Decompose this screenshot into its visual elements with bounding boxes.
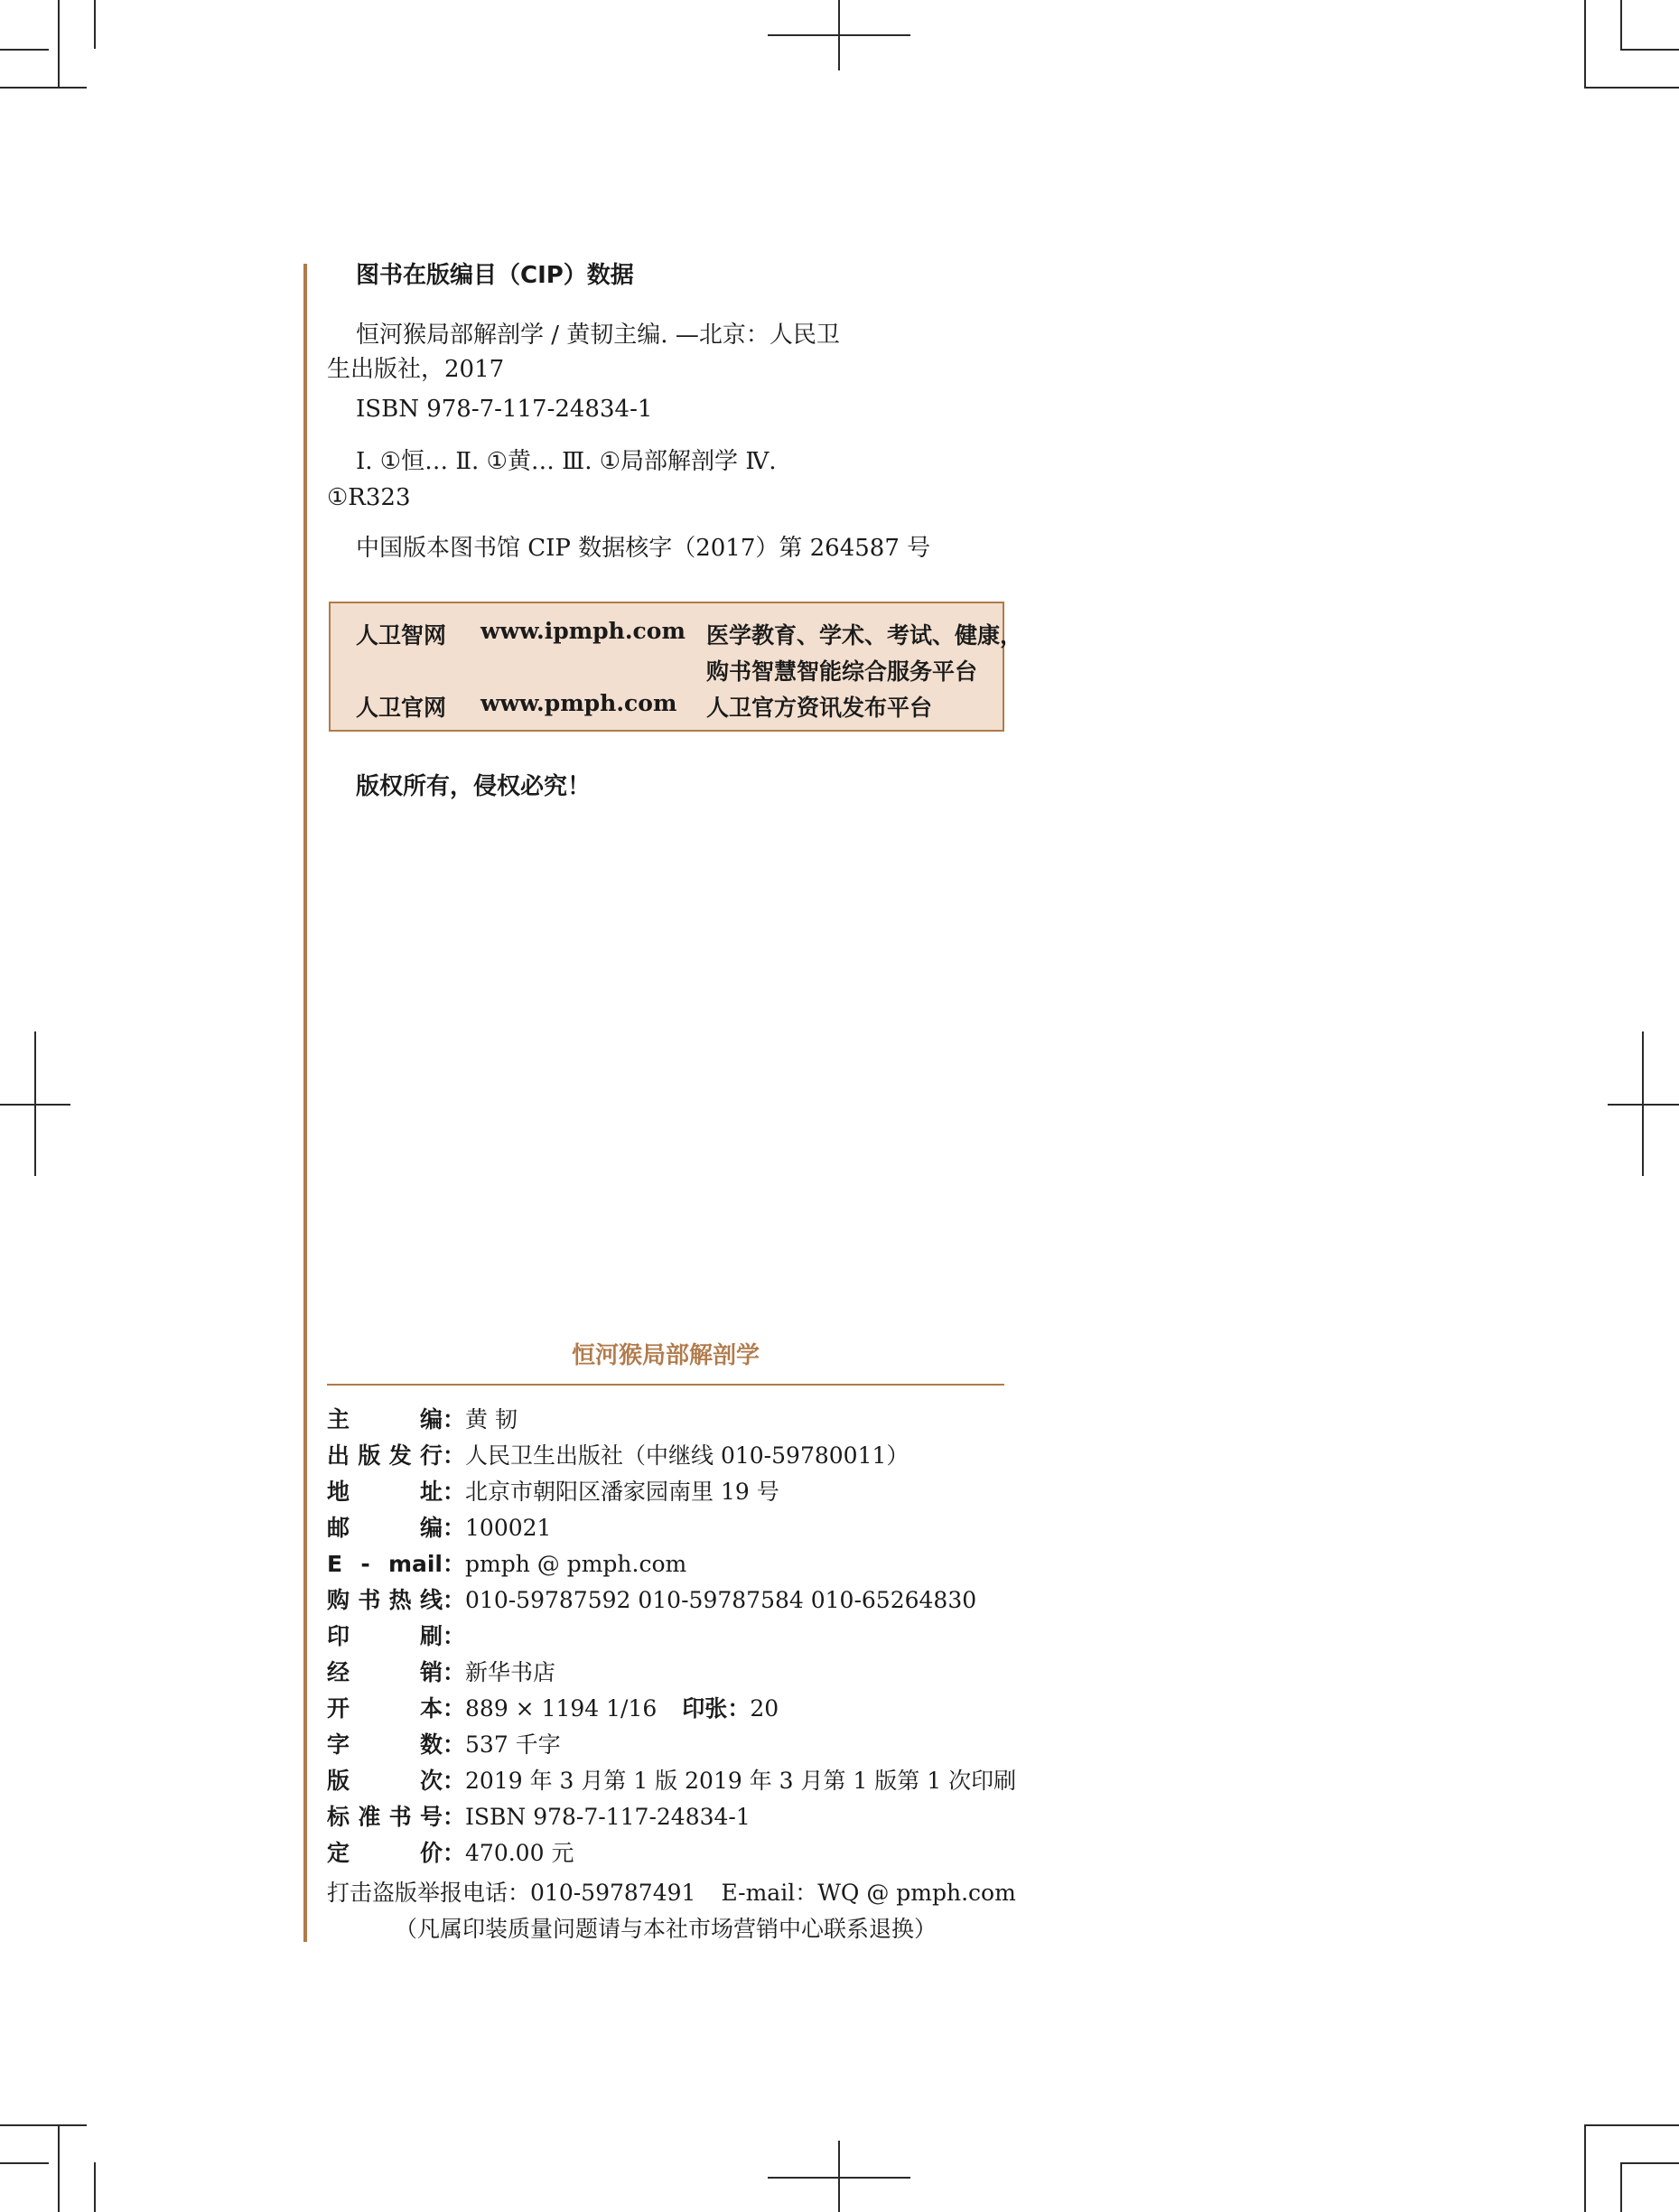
info-row: E - mail：pmph @ pmph.com xyxy=(327,1546,686,1582)
info-value: 黄 韧 xyxy=(465,1406,518,1433)
info-row: 印刷： xyxy=(327,1619,465,1655)
cip-isbn: ISBN 978-7-117-24834-1 xyxy=(356,396,653,423)
info-label: 出版发行 xyxy=(327,1442,443,1469)
cip-line-1: 恒河猴局部解剖学 / 黄韧主编. —北京：人民卫 xyxy=(356,322,840,349)
piracy-phone: 010-59787491 xyxy=(530,1880,696,1906)
book-title: 恒河猴局部解剖学 xyxy=(571,1342,760,1369)
info-value: 100021 xyxy=(465,1515,552,1541)
info-value: 人民卫生出版社（中继线 010-59780011） xyxy=(465,1442,909,1469)
info-value: 889 × 1194 1/16 xyxy=(465,1695,658,1722)
info-row: 版次：2019 年 3 月第 1 版 2019 年 3 月第 1 版第 1 次印刷 xyxy=(327,1763,1016,1799)
info-value: 470.00 元 xyxy=(465,1840,574,1866)
info-row: 定价：470.00 元 xyxy=(327,1835,574,1871)
website-name: 人卫官网 xyxy=(356,695,447,721)
info-label: 经销 xyxy=(327,1659,443,1685)
info-value: 北京市朝阳区潘家园南里 19 号 xyxy=(465,1479,779,1505)
info-label: 字数 xyxy=(327,1731,443,1758)
website-desc: 医学教育、学术、考试、健康， xyxy=(706,622,1023,649)
margin-rule xyxy=(303,264,307,1942)
info-row: 购书热线：010-59787592 010-59787584 010-65264830 xyxy=(327,1582,976,1619)
website-desc: 人卫官方资讯发布平台 xyxy=(706,695,933,721)
website-url[interactable]: www.pmph.com xyxy=(480,690,677,716)
info-value: pmph @ pmph.com xyxy=(465,1551,687,1577)
info-label: 地址 xyxy=(327,1479,443,1505)
info-label: E - mail xyxy=(327,1551,443,1577)
cip-heading: 图书在版编目（CIP）数据 xyxy=(356,262,634,289)
cip-line-2: 生出版社，2017 xyxy=(327,356,505,383)
info-label: 版次 xyxy=(327,1768,443,1794)
info-extra-label: 印张 xyxy=(682,1695,728,1722)
info-extra-value: 20 xyxy=(750,1695,779,1722)
info-value: 537 千字 xyxy=(465,1731,561,1758)
info-row: 经销：新华书店 xyxy=(327,1655,555,1691)
info-row: 出版发行：人民卫生出版社（中继线 010-59780011） xyxy=(327,1438,909,1474)
info-row: 主编：黄 韧 xyxy=(327,1402,518,1438)
info-row: 标准书号：ISBN 978-7-117-24834-1 xyxy=(327,1799,751,1835)
website-desc: 购书智慧智能综合服务平台 xyxy=(706,658,978,685)
website-box xyxy=(329,602,1023,732)
piracy-report xyxy=(327,1875,1016,1908)
website-url[interactable]: www.ipmph.com xyxy=(480,618,686,644)
piracy-label: 打击盗版举报电话： xyxy=(327,1880,531,1906)
cip-class-line-1: Ⅰ. ①恒… Ⅱ. ①黄… Ⅲ. ①局部解剖学 Ⅳ. xyxy=(356,448,777,475)
piracy-email-label: E-mail： xyxy=(721,1880,818,1906)
divider xyxy=(327,1384,1004,1386)
info-row: 字数：537 千字 xyxy=(327,1727,561,1763)
cip-class-line-2: ①R323 xyxy=(327,484,411,511)
info-value: 2019 年 3 月第 1 版 2019 年 3 月第 1 版第 1 次印刷 xyxy=(465,1768,1017,1794)
info-value: 新华书店 xyxy=(465,1659,556,1685)
info-row: 邮编：100021 xyxy=(327,1510,551,1546)
info-label: 主编 xyxy=(327,1406,443,1433)
info-label: 购书热线 xyxy=(327,1587,443,1613)
info-value: ISBN 978-7-117-24834-1 xyxy=(465,1804,751,1830)
return-note: （凡属印装质量问题请与本社市场营销中心联系退换） xyxy=(394,1916,937,1942)
info-label: 开本 xyxy=(327,1695,443,1722)
cip-record: 中国版本图书馆 CIP 数据核字（2017）第 264587 号 xyxy=(356,535,931,562)
info-label: 定价 xyxy=(327,1840,443,1866)
info-row: 地址：北京市朝阳区潘家园南里 19 号 xyxy=(327,1474,779,1510)
copyright-notice: 版权所有，侵权必究！ xyxy=(356,773,592,800)
info-label: 印刷 xyxy=(327,1623,443,1649)
info-label: 标准书号 xyxy=(327,1804,443,1830)
info-label: 邮编 xyxy=(327,1515,443,1541)
info-value: 010-59787592 010-59787584 010-65264830 xyxy=(465,1587,977,1613)
info-row: 开本：889 × 1194 1/16 印张：20 xyxy=(327,1691,779,1727)
piracy-email[interactable]: WQ @ pmph.com xyxy=(817,1880,1016,1906)
website-name: 人卫智网 xyxy=(356,622,447,649)
